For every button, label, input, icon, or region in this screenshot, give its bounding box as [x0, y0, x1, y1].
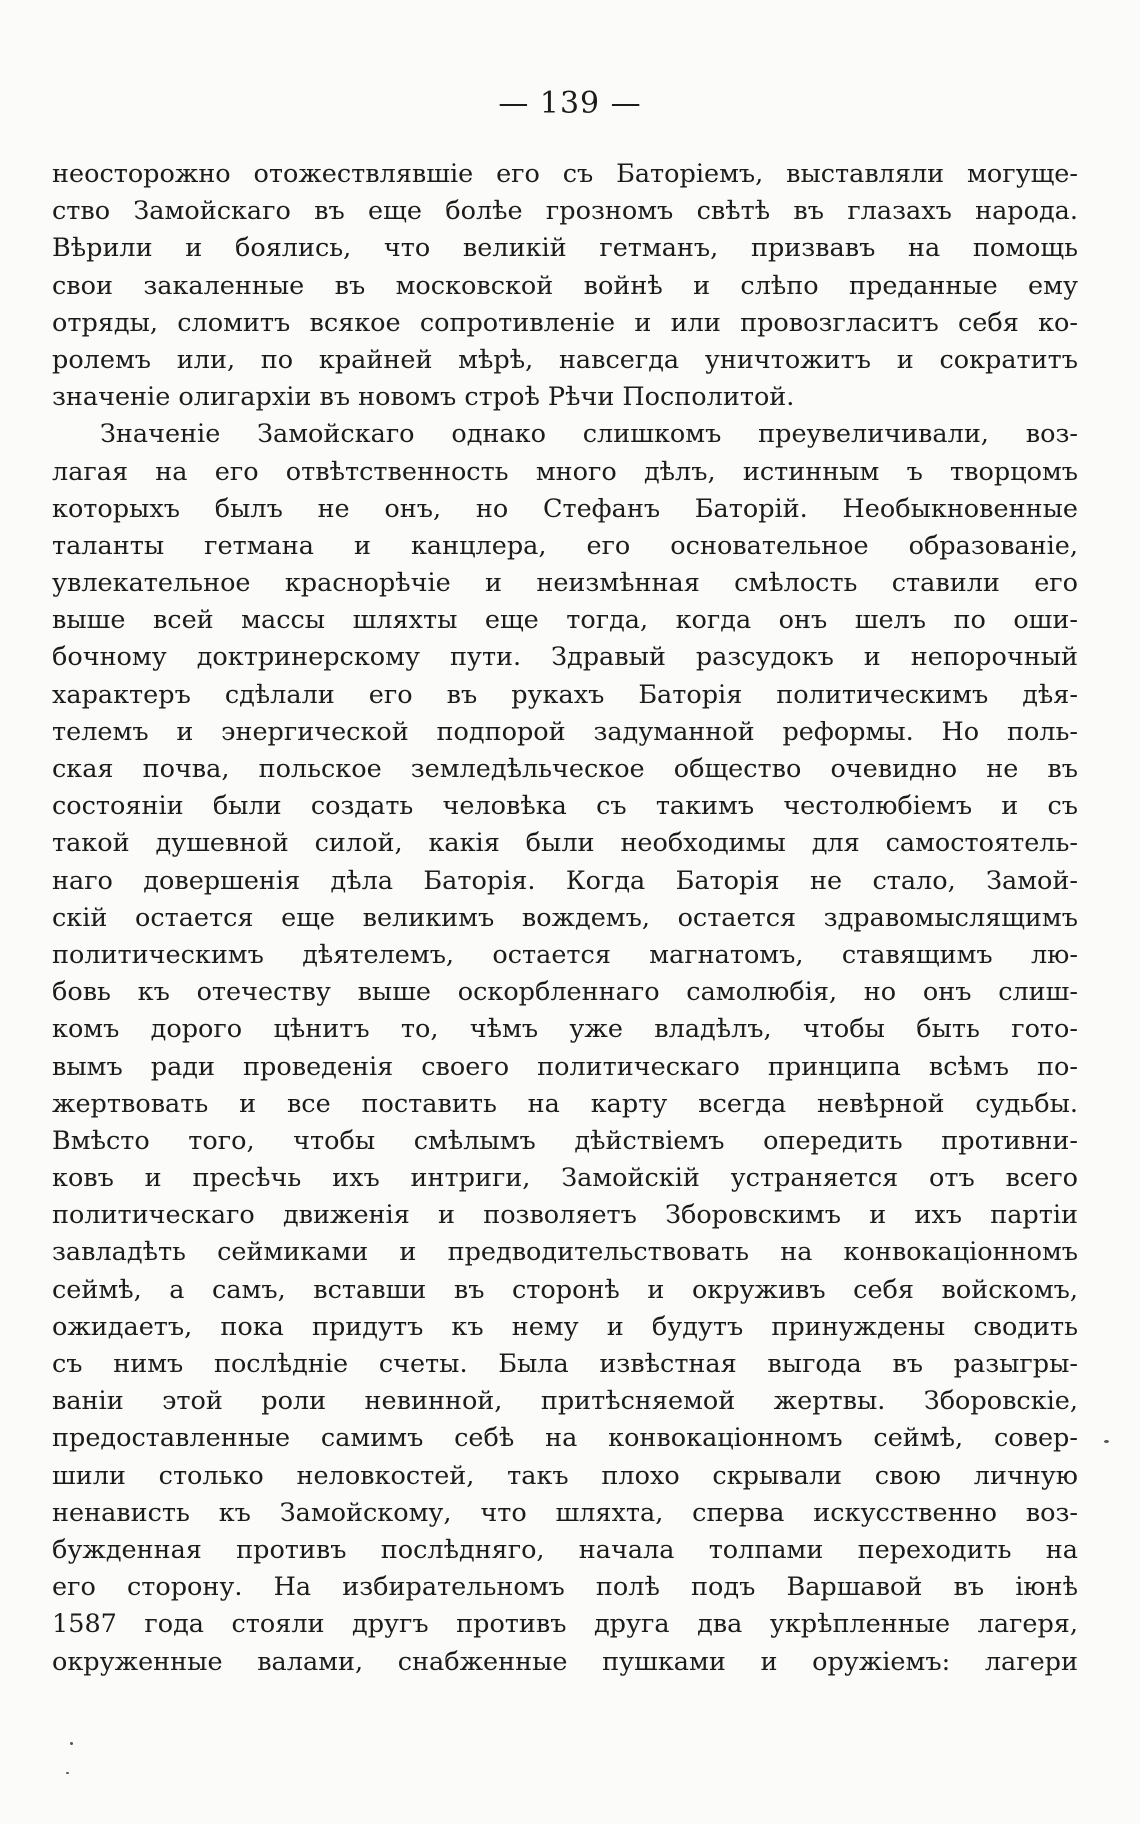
text-line: ненависть къ Замойскому, что шляхта, сперва искусственно воз-	[52, 1497, 1078, 1528]
text-line: бочному доктринерскому пути. Здравый разсудокъ и непорочный	[52, 642, 1078, 673]
text-line: предоставленные самимъ себѣ на конвокаціонномъ сеймѣ, совер-	[52, 1423, 1078, 1454]
text-line: свои закаленные въ московской войнѣ и слѣпо преданные ему	[52, 270, 1078, 301]
text-line: отряды, сломитъ всякое сопротивленіе и или провозгласитъ себя ко-	[52, 307, 1078, 338]
text-line: окруженные валами, снабженные пушками и оружіемъ: лагери	[52, 1646, 1078, 1677]
text-line: политическаго движенія и позволяетъ Зборовскимъ и ихъ партіи	[52, 1200, 1078, 1231]
page-number: — 139 —	[498, 86, 642, 121]
text-line: Вмѣсто того, чтобы смѣлымъ дѣйствіемъ опередить противни-	[52, 1125, 1078, 1156]
text-line: которыхъ былъ не онъ, но Стефанъ Баторій. Необыкновенные	[52, 493, 1078, 524]
text-line: наго довершенія дѣла Баторія. Когда Баторія не стало, Замой-	[52, 865, 1078, 896]
text-line: значеніе олигархіи въ новомъ строѣ Рѣчи Посполитой.	[52, 382, 795, 413]
text-line: такой душевной силой, какія были необходимы для самостоятель-	[52, 828, 1078, 859]
text-line: ство Замойскаго въ еще болѣе грозномъ свѣтѣ въ глазахъ народа.	[52, 196, 1078, 227]
text-line: бужденная противъ послѣдняго, начала толпами переходить на	[52, 1534, 1078, 1565]
scan-speck	[66, 1772, 69, 1774]
text-line: жертвовать и все поставить на карту всегда невѣрной судьбы.	[52, 1088, 1078, 1119]
text-line: телемъ и энергической подпорой задуманной реформы. Но поль-	[52, 716, 1078, 747]
text-line: комъ дорого цѣнитъ то, чѣмъ уже владѣлъ, чтобы быть гото-	[52, 1014, 1078, 1045]
text-line: выше всей массы шляхты еще тогда, когда онъ шелъ по оши-	[52, 605, 1078, 636]
text-line: таланты гетмана и канцлера, его основательное образованіе,	[52, 530, 1078, 561]
text-line: лагая на его отвѣтственность много дѣлъ, истинным ъ творцомъ	[52, 456, 1078, 487]
text-line: скій остается еще великимъ вождемъ, остается здравомыслящимъ	[52, 902, 1078, 933]
text-line: вымъ ради проведенія своего политическаго принципа всѣмъ по-	[52, 1051, 1078, 1082]
text-line: шили столько неловкостей, такъ плохо скрывали свою личную	[52, 1460, 1078, 1491]
text-line: 1587 года стояли другъ противъ друга два укрѣпленные лагеря,	[52, 1609, 1078, 1640]
text-line: бовь къ отечеству выше оскорбленнаго самолюбія, но онъ слиш-	[52, 977, 1078, 1008]
text-line: его сторону. На избирательномъ полѣ подъ Варшавой въ іюнѣ	[52, 1572, 1078, 1603]
text-line: неосторожно отожествлявшіе его съ Баторіемъ, выставляли могуще-	[52, 159, 1078, 189]
text-line: Вѣрили и боялись, что великій гетманъ, призвавъ на помощь	[52, 233, 1078, 264]
text-line: завладѣть сеймиками и предводительствовать на конвокаціонномъ	[52, 1237, 1078, 1268]
body-text	[52, 156, 1078, 1681]
text-line: характеръ сдѣлали его въ рукахъ Баторія политическимъ дѣя-	[52, 679, 1078, 710]
text-line: ваніи этой роли невинной, притѣсняемой жертвы. Зборовскіе,	[52, 1386, 1078, 1417]
text-line: состояніи были создать человѣка съ такимъ честолюбіемъ и съ	[52, 791, 1078, 822]
scan-speck	[70, 1742, 73, 1745]
text-line: ролемъ или, по крайней мѣрѣ, навсегда уничтожитъ и сократитъ	[52, 344, 1078, 375]
text-line: Значеніе Замойскаго однако слишкомъ преувеличивали, воз-	[100, 419, 1078, 450]
text-line: увлекательное краснорѣчіе и неизмѣнная смѣлость ставили его	[52, 568, 1078, 599]
text-line: ковъ и пресѣчь ихъ интриги, Замойскій устраняется отъ всего	[52, 1163, 1078, 1194]
text-line: сеймѣ, а самъ, вставши въ сторонѣ и окруживъ себя войскомъ,	[52, 1274, 1078, 1305]
text-line: политическимъ дѣятелемъ, остается магнатомъ, ставящимъ лю-	[52, 939, 1078, 970]
text-line: ская почва, польское земледѣльческое общество очевидно не въ	[52, 754, 1078, 784]
text-line: ожидаетъ, пока придутъ къ нему и будутъ принуждены сводить	[52, 1311, 1078, 1342]
scan-speck	[1104, 1440, 1109, 1443]
text-line: съ нимъ послѣдніе счеты. Была извѣстная выгода въ разыгры-	[52, 1349, 1078, 1379]
